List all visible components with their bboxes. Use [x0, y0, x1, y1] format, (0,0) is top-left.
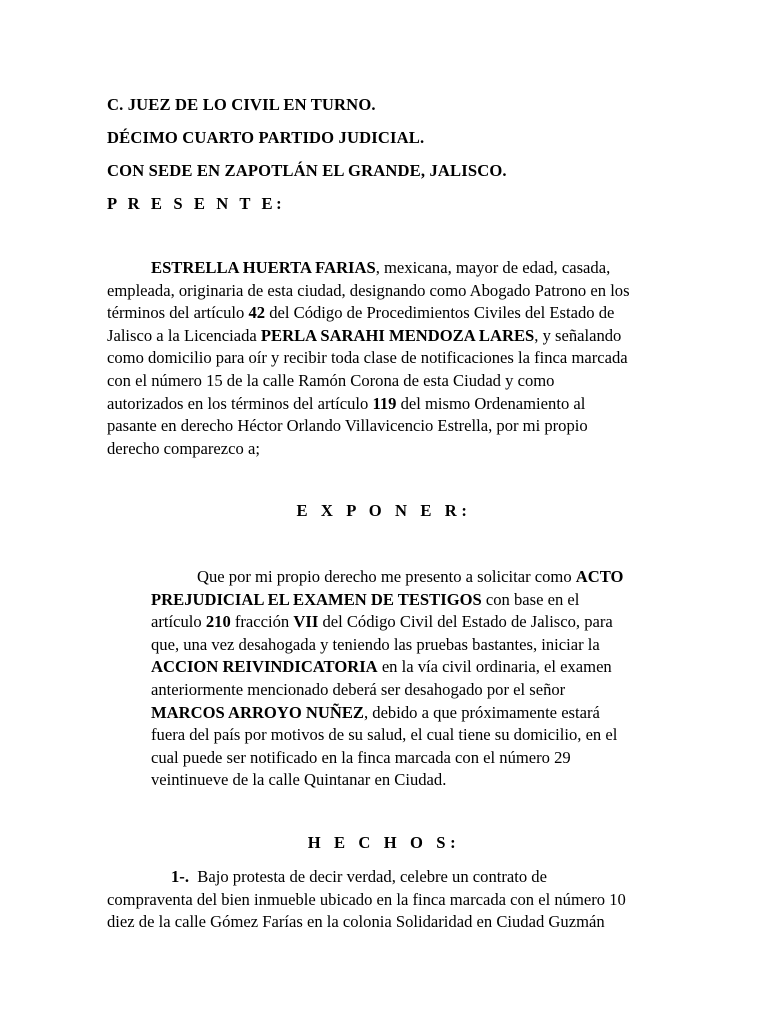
exponer-text: artículo [151, 612, 206, 632]
exponer-bold: ACTO [575, 567, 624, 586]
seat-line: CON SEDE EN ZAPOTLÁN EL GRANDE, JALISCO. [107, 161, 507, 180]
intro-line [107, 257, 660, 280]
presente-line: P R E S E N T E: [107, 194, 286, 213]
fraction-number: VII [293, 612, 319, 632]
intro-text: términos del artículo [107, 303, 249, 323]
exponer-text: fracción [230, 612, 294, 632]
intro-text: , y señalando [534, 325, 622, 345]
intro-text: del mismo Ordenamiento al [396, 393, 586, 413]
intro-line [107, 325, 660, 348]
article-number: 210 [205, 612, 231, 632]
exponer-line: fuera del país por motivos de su salud, el cual tiene su domicilio, en el [151, 725, 618, 745]
exponer-line [151, 566, 660, 589]
fact-number: 1-. [171, 867, 189, 886]
article-number: 119 [372, 393, 397, 413]
exponer-bold: PREJUDICIAL EL EXAMEN DE TESTIGOS [151, 589, 482, 609]
exponer-bold: ACCION REIVINDICATORIA [151, 657, 378, 677]
witness-name: MARCOS ARROYO NUÑEZ [151, 702, 364, 722]
hechos-text: Bajo protesta de decir verdad, celebre un contrato de [188, 867, 547, 886]
hechos-paragraph [107, 866, 660, 934]
hechos-line: compraventa del bien inmueble ubicado en la finca marcada con el número 10 [107, 889, 626, 909]
exponer-line [151, 656, 660, 679]
intro-text: autorizados en los términos del artículo [107, 393, 373, 413]
intro-line [107, 302, 660, 325]
district-line: DÉCIMO CUARTO PARTIDO JUDICIAL. [107, 128, 425, 147]
exponer-text: , debido a que próximamente estará [363, 702, 600, 722]
exponer-line: anteriormente mencionado deberá ser desahogado por el señor [151, 679, 566, 699]
hechos-line: diez de la calle Gómez Farías en la colonia Solidaridad en Ciudad Guzmán [107, 912, 605, 932]
exponer-line [151, 702, 660, 725]
exponer-text: del Código Civil del Estado de Jalisco, para [318, 612, 613, 632]
hechos-line [107, 866, 660, 889]
exponer-text: en la vía civil ordinaria, el examen [377, 657, 612, 677]
exponer-text: Que por mi propio derecho me presento a solicitar como [197, 567, 576, 586]
intro-line: pasante en derecho Héctor Orlando Villavicencio Estrella, por mi propio [107, 416, 588, 436]
exponer-text: con base en el [481, 589, 580, 609]
petitioner-name: ESTRELLA HUERTA FARIAS [151, 258, 376, 277]
exponer-paragraph [151, 566, 660, 792]
exponer-line: que, una vez desahogada y teniendo las pruebas bastantes, iniciar la [151, 634, 600, 654]
addressee-line: C. JUEZ DE LO CIVIL EN TURNO. [107, 95, 376, 114]
exponer-line: cual puede ser notificado en la finca marcada con el número 29 [151, 747, 571, 767]
hechos-heading: H E C H O S: [307, 833, 461, 852]
intro-line: derecho comparezco a; [107, 438, 260, 458]
intro-line: empleada, originaria de esta ciudad, designando como Abogado Patrono en los [107, 280, 630, 300]
intro-line: con el número 15 de la calle Ramón Corona de esta Ciudad y como [107, 370, 555, 390]
intro-text: del Código de Procedimientos Civiles del Estado de [265, 303, 615, 323]
lawyer-name: PERLA SARAHI MENDOZA LARES [260, 325, 535, 345]
article-number: 42 [248, 303, 266, 323]
exponer-line [151, 611, 660, 634]
intro-text: Jalisco a la Licenciada [107, 325, 261, 345]
intro-line [107, 393, 660, 416]
exponer-heading: E X P O N E R: [296, 501, 472, 520]
intro-text: , mexicana, mayor de edad, casada, [375, 258, 611, 277]
exponer-line [151, 589, 660, 612]
exponer-line: veintinueve de la calle Quintanar en Ciudad. [151, 770, 447, 790]
intro-line: como domicilio para oír y recibir toda clase de notificaciones la finca marcada [107, 348, 628, 368]
intro-paragraph [107, 257, 660, 460]
